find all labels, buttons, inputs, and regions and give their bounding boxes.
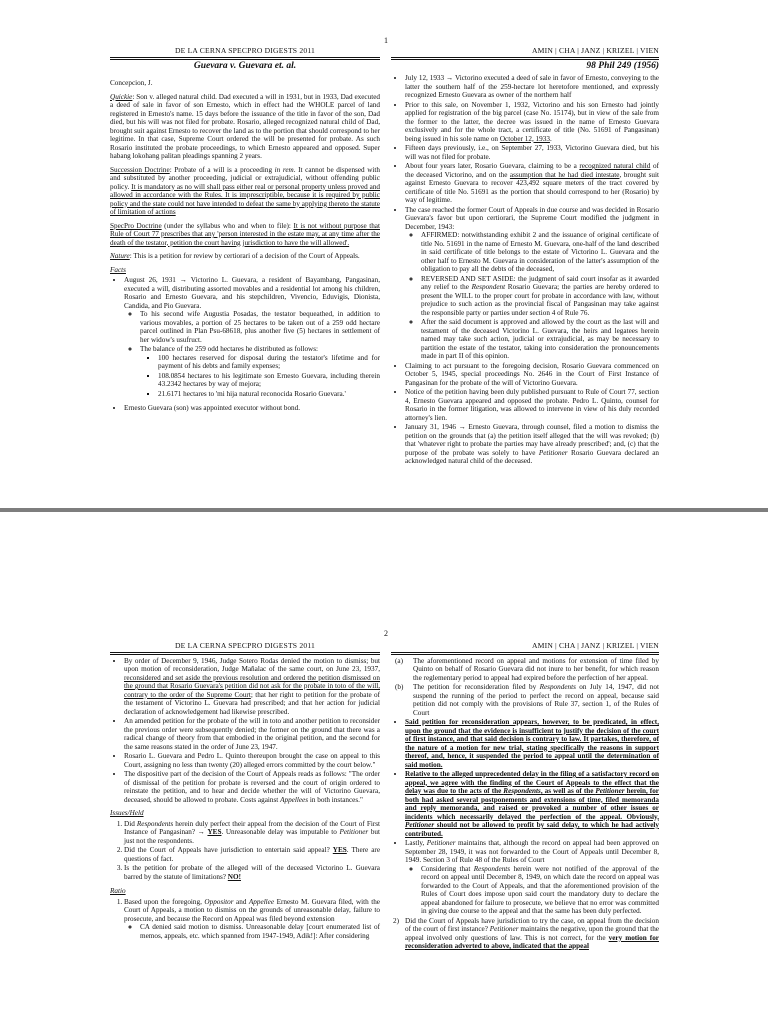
lettered-item bbox=[395, 656, 659, 683]
list-item: ◦ To his second wife Augustia Posadas, the testator bequeathed, in addition to various movables, a portion of 25 hectares to be taken out of a 259 odd hectare parcel outlined in Plan Psu-68618, plus another five (5) hectares in settlement of her widow's usufruct. bbox=[140, 310, 380, 344]
italic-text: Respondents bbox=[473, 864, 511, 873]
list-item-text: of the deceased Victorino, and on the bbox=[405, 162, 659, 179]
italic-text: Respondents bbox=[503, 787, 541, 795]
list-item-text: The balance of the 259 odd hectares he distributed as follows: bbox=[140, 345, 319, 353]
answer: NO! bbox=[227, 872, 241, 881]
item-text: The petition for reconsideration filed by bbox=[413, 683, 540, 691]
list-item-text: Lastly, bbox=[405, 839, 427, 847]
list-item bbox=[405, 162, 659, 205]
underlined-text: very motion for reconsideration adverted to above, indicated that the appeal bbox=[405, 933, 659, 950]
issue-text: Did bbox=[124, 819, 137, 828]
list-item: ▪ 100 hectares reserved for disposal during the testator's lifetime and for payment of his debts and family expenses; bbox=[158, 354, 380, 371]
specpro-text: (under the syllabus who and when to file): bbox=[161, 221, 294, 230]
item-text: The aforementioned record on appeal and motions for extension of time filed by Quinto on behalf of Rosario Guevara did not inure to her benefit, for which reason the reglementary period to appeal had expired before the perfection of her appeal. bbox=[413, 656, 659, 682]
italic-text: Petitioner bbox=[405, 821, 435, 829]
list-item-text: in both instances." bbox=[308, 795, 363, 804]
lettered-list bbox=[391, 657, 659, 718]
ponente: Concepcion, J. bbox=[110, 79, 153, 87]
specpro-label: SpecPro Doctrine bbox=[110, 221, 162, 230]
italic-text: Respondents bbox=[136, 819, 174, 828]
list-item: • Said petition for reconsideration appears, however, to be predicated, in effect, upon the ground that the evidence is insufficient to justify the decision of the court of first instance, and that said decision is contrary to law. It partakes, therefore, of the nature of a motion for new trial, stating specifically the reasons in support thereof, and, hence, it suspended the period to appeal until the determination of said motion. bbox=[405, 718, 659, 769]
list-item: • Claiming to act pursuant to the foregoing decision, Rosario Guevara commenced on October 5, 1945, special proceedings No. 2646 in the Court of First Instance of Pangasinan for the probate of the will of Victorino Guevara. bbox=[405, 362, 659, 388]
underlined-text: assumption that he had died intestate bbox=[509, 170, 620, 179]
italic-text: Petitioner bbox=[538, 448, 568, 457]
succession-label: Succession Doctrine bbox=[110, 165, 170, 174]
italic-text: Appellees bbox=[280, 795, 309, 804]
list-item-text: Rosario Guevara; the parties are hereby ordered to present the WILL to the proper court for probate in accordance with law, without prejudice to such action as the provincial fiscal of Pangasinan may take against the responsible party or parties under section 4 of Rule 76. bbox=[421, 283, 659, 317]
answer: YES bbox=[332, 846, 347, 854]
list-item-text: The dispositive part of the decision of the Court of Appeals reads as follows: "The order of dismissal of the petition for probate is reversed and the court of origin ordered to reinstate the petition, and to hear and decide whether the will of Victorino Guevara, deceased, should be allowed to probate. Costs against bbox=[124, 770, 380, 804]
list-item-text: January 31, 1946 → Ernesto Guevara, through counsel, filed a motion to dismiss the petition on the grounds that (a) the petition itself alleged that the will was revoked; (b) that 'whatever right to probate the parties may have already prescribed'; and, (c) that the purpose of the probate was solely to have bbox=[405, 423, 659, 457]
succession-text: : Probate of a will is a proceeding bbox=[169, 165, 275, 174]
issue-item bbox=[124, 846, 380, 863]
list-item: • Ernesto Guevara (son) was appointed executor without bond. bbox=[124, 404, 380, 413]
list-item-text: herein were not notified of the approval of the record on appeal until December 8, 1949, on which date the record on appeal was forwarded to the Court of Appeals, and that the aforementioned provision of the Rules of Court does impose upon said court the mandatory duty to declare the appeal abandoned for failure to prosecute, we believe that no error was committed in giving due course to the appeal and that the same has been duly perfected. bbox=[421, 864, 659, 915]
list-item: • Notice of the petition having been duly published pursuant to Rule of Court 77, section 4, Ernesto Guevara appeared and opposed the probate. Pedro L. Quinto, counsel for Rosario in the former litigation, was allowed to intervene in view of his duly recorded attorney's lien. bbox=[405, 388, 659, 422]
ratio-numbered-list bbox=[391, 917, 659, 951]
list-item: ◦ CA denied said motion to dismiss. Unreasonable delay [court enumerated list of memos, appeals, etc. which spanned from 1947-1949, Adik!]: After considering bbox=[140, 923, 380, 940]
judgment-sublist bbox=[405, 231, 659, 361]
running-header: DE LA CERNA SPECPRO DIGESTS 2011 bbox=[174, 46, 316, 55]
quickie-text: : Son v. alleged natural child. Dad executed a will in 1931, but in 1933, Dad executed a deed of sale in favor of son Ernesto, which in effect had the WHOLE parcel of land registered in Ernesto's name. 15 days before the issuance of the title in favor of the son, Dad died, but his will was not filed for probate. Rosario, alleged recognized natural child of Dad, brought suit against Ernesto to recover the land as to the portion that should correspond to her legitime. In that case, Supreme Court ordered the will be presented for probate. As such Rosario instituted the probate proceedings, to which Ernesto appeared and opposed. Super habang lokohang palitan pleadings spanning 2 years. bbox=[110, 92, 380, 160]
item-marker: 2) bbox=[393, 916, 399, 925]
ratio-text: and bbox=[233, 897, 249, 906]
issue-item bbox=[124, 820, 380, 846]
ratio-sublist bbox=[405, 865, 659, 916]
facts-list-2 bbox=[110, 404, 380, 413]
issues-list bbox=[110, 820, 380, 882]
list-item-text: Relative to the alleged unprecedented delay in the filing of a satisfactory record on appeal, we agree with the finding of the Court of Appeals to the effect that the delay was due to the acts of the bbox=[405, 770, 659, 795]
item-text: maintains the negative, upon the ground that the appeal involved only questions of law. This is not correct, for the bbox=[405, 925, 659, 942]
right-column bbox=[391, 642, 659, 952]
list-item-text: The case reached the former Court of Appeals in due course and was decided in Rosario Guevara's favor but upon certiorari, the Supreme Court modified the judgment in December, 1943: bbox=[405, 205, 659, 231]
item-marker: (b) bbox=[395, 683, 404, 691]
facts-list-continued bbox=[391, 74, 659, 466]
ratio-list bbox=[110, 898, 380, 941]
italic-text: Appellee bbox=[248, 897, 275, 906]
specpro-text-underlined: It is not without purpose that Rule of Court 77 prescribes that any 'person interested in the estate may, at any time after the death of the testator, petition the court having jurisdiction to have the will allowed'. bbox=[110, 221, 380, 247]
issue-text: but just not the respondents. bbox=[124, 828, 381, 845]
header-rule bbox=[391, 57, 659, 60]
list-item-text: . bbox=[549, 134, 552, 143]
list-item-text: Prior to this sale, on November 1, 1932, Victorino and his son Ernesto had jointly applied for registration of the big parcel (case No. 15174), but in view of the sale from the former to the latter, the decree was issued in the name of Ernesto Guevara exclusively and for the whole tract, a certificate of title (No. 51691 of Pangasinan) being issued in his sole name on bbox=[405, 100, 659, 143]
running-header: DE LA CERNA SPECPRO DIGESTS 2011 bbox=[174, 641, 316, 650]
page-1 bbox=[0, 0, 768, 510]
header-rule bbox=[391, 652, 659, 655]
issue-text: herein duly perfect their appeal from the decision of the Court of First Instance of Pangasinan? → bbox=[124, 819, 381, 836]
list-item bbox=[140, 345, 380, 398]
nature-label: Nature bbox=[110, 252, 130, 260]
list-item bbox=[405, 206, 659, 361]
list-item bbox=[405, 839, 659, 916]
italic-text: Respondents bbox=[539, 683, 576, 691]
succession-doctrine bbox=[110, 166, 380, 217]
ratio-item bbox=[393, 916, 659, 951]
answer: YES bbox=[207, 828, 222, 836]
list-item: • July 12, 1933 → Victorino executed a deed of sale in favor of Ernesto, conveying to the latter the southern half of the 259-hectare lot heretofore mentioned, and expressly recognized Ernesto Guevara as owner of the northern half bbox=[405, 74, 659, 100]
underlined-text: recognized natural child bbox=[579, 162, 651, 170]
quickie-paragraph bbox=[110, 93, 380, 161]
issue-item bbox=[124, 864, 380, 881]
list-item bbox=[421, 865, 659, 916]
underlined-text: reconsidered and set aside the previous resolution and ordered the petition dismissed on the ground that Rosario Guevara's petition did not ask for the probate in toto of the will, contrary to the order of the Supreme Court bbox=[124, 673, 380, 699]
facts-list-continued bbox=[110, 657, 380, 805]
lettered-item bbox=[395, 683, 659, 717]
facts-sublist bbox=[124, 310, 380, 398]
list-item-text: About four years later, Rosario Guevara, claiming to be a bbox=[405, 162, 580, 170]
italic-text: Petitioner bbox=[339, 828, 369, 836]
item-text: Did the Court of Appeals have jurisdiction to try the case, on appeal from the decision of the court of first instance? bbox=[405, 916, 659, 933]
page-number: 2 bbox=[384, 629, 388, 638]
italic-text: Petitioner bbox=[426, 839, 456, 847]
list-item: ◦ AFFIRMED: notwithstanding exhibit 2 and the issuance of original certificate of title No. 51691 in the name of Ernesto M. Guevara, one-half of the land described in said certificate of title belongs to the estate of Victorino L. Guevara and the other half to Ernesto M. Guevara in consideration of the latter's assumption of the obligation to pay all the debts of the deceased, bbox=[421, 231, 659, 274]
header-rule bbox=[110, 652, 380, 655]
facts-list bbox=[110, 276, 380, 398]
list-item: ◦ After the said document is approved and allowed by the court as the last will and testament of the deceased Victorino L. Guevara, the heirs and legatees herein named may take such action, judicial or extrajudicial, as may be necessary to partition the estate of the testator, taking into consideration the pronouncements made in part II of this opinion. bbox=[421, 318, 659, 361]
ratio-text: Ernesto M. Guevara filed, with the Court of Appeals, a motion to dismiss on the grounds of unreasonable delay, failure to prosecute, and because the Record on Appeal was filed beyond extension bbox=[124, 897, 380, 923]
italic-text: Petitioner bbox=[489, 925, 519, 933]
issue-text: Is the petition for probate of the alleged will of the deceased Victorino L. Guevara barred by the statute of limitations? bbox=[124, 864, 380, 881]
running-header-authors: AMIN | CHA | JANZ | KRIZEL | VIEN bbox=[531, 641, 659, 650]
list-item-text: maintains that, although the record on appeal had been approved on September 28, 1949, it was not forwarded to the Court of Appeals until December 8, 1949. Section 3 of Rule 48 of the Rules of Court bbox=[405, 839, 659, 864]
list-item: • Fifteen days previously, i.e., on September 27, 1933, Victorino Guevara died, but his will was not filed for probate. bbox=[405, 144, 659, 161]
list-item bbox=[405, 770, 659, 838]
header-rule bbox=[110, 57, 380, 60]
list-item: ▪ 21.6171 hectares to 'mi hija natural reconocida Rosario Guevara.' bbox=[158, 390, 380, 399]
case-citation: 98 Phil 249 (1956) bbox=[586, 60, 659, 71]
list-item-text: REVERSED AND SET ASIDE: the judgment of said court insofar as it awarded any relief to the bbox=[421, 274, 659, 291]
left-column bbox=[110, 47, 380, 414]
issue-text: Did the Court of Appeals have jurisdiction to entertain said appeal? bbox=[124, 846, 333, 854]
quickie-label: Quickie bbox=[110, 92, 133, 101]
succession-text-b: . It cannot be dispensed with and substituted by another proceeding, judicial or extrajudicial, without offending public policy. bbox=[110, 165, 380, 191]
distribution-list bbox=[140, 354, 380, 399]
list-item bbox=[124, 276, 380, 398]
issues-label: Issues/Held bbox=[110, 809, 144, 817]
succession-inrem: in rem bbox=[274, 165, 294, 174]
list-item: • Rosario L. Guevara and Pedro L. Quinto thereupon brought the case on appeal to this Court, assigning no less than twenty (20) alleged errors committed by the court below." bbox=[124, 752, 380, 769]
list-item bbox=[124, 657, 380, 717]
nature-paragraph bbox=[110, 252, 380, 261]
underlined-date: October 12, 1933 bbox=[499, 134, 550, 143]
list-item bbox=[405, 101, 659, 144]
facts-label: Facts bbox=[110, 265, 126, 274]
list-item-text: herein, for both had asked several postponements and extensions of time, filed memoranda and reply memoranda, and raised or provoked a number of other issues or incidents which necessarily delayed the perfection of the appeal. Obviously, bbox=[405, 787, 659, 821]
list-item-text: Considering that bbox=[421, 864, 474, 873]
list-item: • An amended petition for the probate of the will in toto and another petition to reconsider the previous order were subsequently denied; the former on the ground that there was a radical change of theory from that embodied in the original petition, and the second for the same reasons stated in the order of June 23, 1947. bbox=[124, 717, 380, 751]
ratio-item bbox=[124, 898, 380, 941]
list-item-text: August 26, 1931 → Victorino L. Guevara, a resident of Bayambang, Pangasinan, executed a will, distributing assorted movables and a residential lot among his children, Rosario and Ernesto Guevara, and his stepchildren, Vivencio, Eduvigis, Dionista, Candida, and Pio Guevara. bbox=[124, 276, 380, 310]
item-text: on July 14, 1947, did not suspend the running of the period to perfect the record on appeal, because said petition did not comply with the provisions of Rule 37, section 1, of the Rules of Court bbox=[413, 683, 659, 717]
list-item bbox=[124, 770, 380, 804]
italic-text: Petitioner bbox=[595, 787, 625, 795]
ratio-text: Based upon the foregoing, bbox=[124, 897, 205, 906]
list-item-text: , brought suit against Ernesto Guevara to recover 423,492 square meters of the tract covered by certificate of title No. 51691 as the portion that should correspond to her (Rosario) by way of legitime. bbox=[405, 170, 659, 204]
item-marker: (a) bbox=[395, 656, 403, 665]
issue-text: . There are questions of fact. bbox=[124, 846, 381, 863]
ratio-sublist bbox=[124, 923, 380, 940]
list-item bbox=[405, 423, 659, 466]
list-item: ▪ 108.0854 hectares to his legitimate son Ernesto Guevara, including therein 43.2342 hectares by way of mejora; bbox=[158, 372, 380, 389]
list-item bbox=[421, 275, 659, 318]
list-item-text: ; that her right to petition for the probate of the testament of Victorino L. Guevara had prescribed; and that her action for judicial declaration of acknowledgement had likewise prescribed. bbox=[124, 690, 381, 716]
list-item-text: , as well as of the bbox=[540, 787, 596, 795]
left-column bbox=[110, 642, 380, 941]
italic-text: Oppositor bbox=[204, 897, 234, 906]
page-2 bbox=[0, 512, 768, 1024]
nature-text: : This is a petition for review by certiorari of a decision of the Court of Appeals. bbox=[129, 252, 360, 260]
list-item-text: Rosario Guevara declared an acknowledged natural child of the deceased. bbox=[405, 448, 659, 465]
italic-text: Respondent bbox=[471, 283, 506, 291]
specpro-doctrine bbox=[110, 222, 380, 248]
list-item-text: By order of December 9, 1946, Judge Sotero Rodas denied the motion to dismiss; but upon motion of reconsideration, Judge Mañalac of the same court, on June 23, 1937, bbox=[124, 656, 380, 673]
page-number: 1 bbox=[384, 36, 388, 45]
succession-text-underlined: It is mandatory as no will shall pass either real or personal property unless proved and allowed in accordance with the Rules. It is imprescriptible, because it is required by public policy and the state could not have intended to defeat the same by applying thereto the statute of limitation of actions bbox=[110, 182, 381, 216]
right-column bbox=[391, 47, 659, 467]
ratio-label: Ratio bbox=[110, 887, 126, 895]
case-title: Guevara v. Guevara et. al. bbox=[193, 60, 297, 71]
ratio-bullets bbox=[391, 718, 659, 916]
issue-text: . Unreasonable delay was imputable to bbox=[221, 828, 340, 836]
running-header-authors: AMIN | CHA | JANZ | KRIZEL | VIEN bbox=[531, 46, 659, 55]
list-item-text: should not be allowed to profit by said delay, to which he had actively contributed. bbox=[405, 821, 659, 838]
